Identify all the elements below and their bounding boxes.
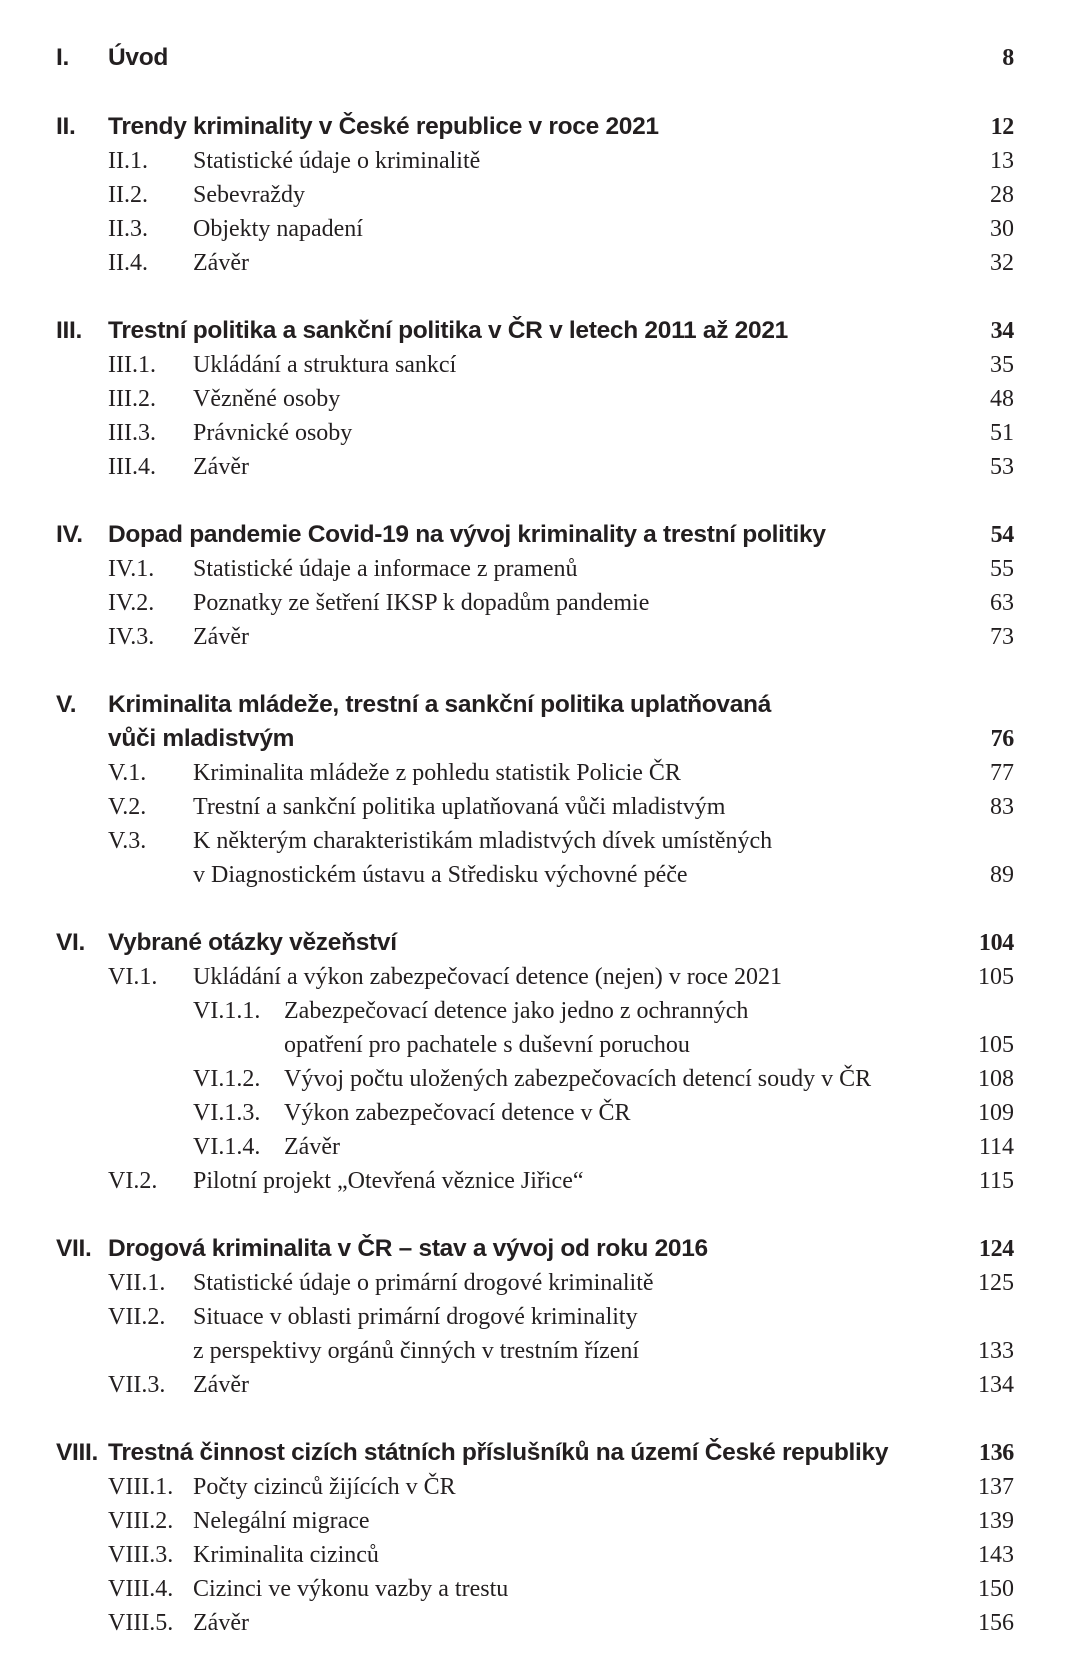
entry-page-number: 134: [978, 1372, 1014, 1398]
entry-number: V.2.: [108, 794, 147, 820]
entry-title: Závěr: [193, 454, 249, 480]
toc-section-entry[interactable]: [0, 1504, 1076, 1538]
entry-number: V.1.: [108, 760, 147, 786]
entry-title: K některým charakteristikám mladistvých dívek umístěných: [193, 828, 773, 854]
toc-section-entry[interactable]: [0, 960, 1076, 994]
entry-title: Kriminalita cizinců: [193, 1542, 379, 1568]
entry-page-number: 28: [990, 182, 1014, 208]
toc-section-entry[interactable]: [0, 246, 1076, 280]
entry-title: z perspektivy orgánů činných v trestním řízení: [193, 1338, 640, 1364]
toc-section-entry[interactable]: [0, 552, 1076, 586]
entry-number: VI.1.4.: [193, 1134, 261, 1160]
entry-page-number: 115: [978, 1168, 1014, 1194]
entry-page-number: 150: [978, 1576, 1014, 1602]
entry-title: Výkon zabezpečovací detence v ČR: [284, 1100, 631, 1126]
entry-title: Poznatky ze šetření IKSP k dopadům pandemie: [193, 590, 650, 616]
entry-number: III.: [56, 317, 83, 344]
entry-number: IV.2.: [108, 590, 155, 616]
toc-chapter-entry[interactable]: [0, 518, 1076, 552]
entry-title: Závěr: [193, 1372, 249, 1398]
entry-page-number: 12: [990, 114, 1014, 140]
entry-title: Trestní a sankční politika uplatňovaná vůči mladistvým: [193, 794, 726, 820]
toc-section-entry[interactable]: [0, 450, 1076, 484]
entry-number: III.1.: [108, 352, 156, 378]
entry-title: Ukládání a výkon zabezpečovací detence (nejen) v roce 2021: [193, 964, 783, 990]
entry-page-number: 114: [978, 1134, 1014, 1160]
entry-title: Drogová kriminalita v ČR – stav a vývoj od roku 2016: [108, 1235, 708, 1262]
entry-number: VI.1.3.: [193, 1100, 261, 1126]
entry-number: III.2.: [108, 386, 156, 412]
entry-title: Právnické osoby: [193, 420, 353, 446]
entry-title: Situace v oblasti primární drogové kriminality: [193, 1304, 638, 1330]
entry-page-number: 133: [978, 1338, 1014, 1364]
entry-number: VII.3.: [108, 1372, 166, 1398]
toc-section-entry[interactable]: [0, 858, 1076, 892]
toc-section-entry[interactable]: [0, 1572, 1076, 1606]
toc-section-entry[interactable]: [0, 212, 1076, 246]
entry-number: VIII.2.: [108, 1508, 174, 1534]
toc-section-entry[interactable]: [0, 1606, 1076, 1640]
entry-number: III.4.: [108, 454, 156, 480]
entry-number: VIII.: [56, 1439, 99, 1466]
entry-page-number: 156: [978, 1610, 1014, 1636]
toc-chapter-entry[interactable]: [0, 1232, 1076, 1266]
entry-page-number: 34: [990, 318, 1014, 344]
entry-number: V.: [56, 691, 77, 718]
toc-section-entry[interactable]: [0, 620, 1076, 654]
entry-page-number: 105: [978, 1032, 1014, 1058]
entry-title: Dopad pandemie Covid-19 na vývoj kriminality a trestní politiky: [108, 521, 826, 548]
entry-page-number: 105: [978, 964, 1014, 990]
toc-section-entry[interactable]: [0, 1130, 1076, 1164]
toc-section-entry[interactable]: [0, 1164, 1076, 1198]
entry-title: Úvod: [108, 44, 169, 71]
toc-section-entry[interactable]: [0, 586, 1076, 620]
entry-page-number: 143: [978, 1542, 1014, 1568]
entry-title: Kriminalita mládeže, trestní a sankční politika uplatňovaná: [108, 691, 772, 718]
toc-chapter-entry[interactable]: [0, 926, 1076, 960]
entry-page-number: 137: [978, 1474, 1014, 1500]
toc-section-entry[interactable]: [0, 994, 1076, 1028]
entry-title: opatření pro pachatele s duševní poruchou: [284, 1032, 690, 1058]
toc-chapter-entry[interactable]: [0, 688, 1076, 722]
entry-page-number: 124: [978, 1236, 1014, 1262]
entry-page-number: 55: [990, 556, 1014, 582]
toc-section-entry[interactable]: [0, 1470, 1076, 1504]
entry-title: Objekty napadení: [193, 216, 363, 242]
entry-number: VIII.4.: [108, 1576, 174, 1602]
entry-number: VII.1.: [108, 1270, 166, 1296]
entry-number: VIII.3.: [108, 1542, 174, 1568]
entry-title: Trestná činnost cizích státních příslušníků na území České republiky: [108, 1439, 889, 1466]
entry-page-number: 51: [990, 420, 1014, 446]
entry-number: II.4.: [108, 250, 148, 276]
entry-page-number: 8: [1002, 45, 1014, 71]
entry-page-number: 76: [990, 726, 1014, 752]
entry-page-number: 35: [990, 352, 1014, 378]
entry-page-number: 77: [990, 760, 1014, 786]
entry-page-number: 63: [990, 590, 1014, 616]
entry-title: Závěr: [284, 1134, 340, 1160]
entry-number: VI.2.: [108, 1168, 158, 1194]
entry-number: II.3.: [108, 216, 148, 242]
entry-page-number: 108: [978, 1066, 1014, 1092]
entry-number: VIII.1.: [108, 1474, 174, 1500]
entry-title: Závěr: [193, 624, 249, 650]
entry-number: VII.: [56, 1235, 92, 1262]
entry-page-number: 30: [990, 216, 1014, 242]
entry-number: II.1.: [108, 148, 148, 174]
toc-section-entry[interactable]: [0, 1062, 1076, 1096]
entry-page-number: 139: [978, 1508, 1014, 1534]
entry-title: Vybrané otázky vězeňství: [108, 929, 397, 956]
entry-number: IV.: [56, 521, 83, 548]
entry-title: Ukládání a struktura sankcí: [193, 352, 457, 378]
entry-number: IV.1.: [108, 556, 155, 582]
toc-section-entry[interactable]: [0, 1266, 1076, 1300]
toc-chapter-entry[interactable]: [0, 314, 1076, 348]
toc-chapter-entry[interactable]: [0, 110, 1076, 144]
toc-section-entry[interactable]: [0, 1368, 1076, 1402]
entry-number: VIII.5.: [108, 1610, 174, 1636]
entry-title: Sebevraždy: [193, 182, 305, 208]
entry-page-number: 13: [990, 148, 1014, 174]
entry-number: III.3.: [108, 420, 156, 446]
toc-chapter-entry[interactable]: [0, 722, 1076, 756]
entry-title: Statistické údaje o kriminalitě: [193, 148, 481, 174]
entry-number: VI.1.1.: [193, 998, 261, 1024]
entry-title: Pilotní projekt „Otevřená věznice Jiřice“: [193, 1168, 584, 1194]
entry-number: VI.1.: [108, 964, 158, 990]
entry-title: Závěr: [193, 250, 249, 276]
entry-title: Nelegální migrace: [193, 1508, 370, 1534]
toc-section-entry[interactable]: [0, 1300, 1076, 1334]
entry-page-number: 104: [978, 930, 1014, 956]
entry-title: Cizinci ve výkonu vazby a trestu: [193, 1576, 509, 1602]
toc-section-entry[interactable]: [0, 144, 1076, 178]
entry-title: Trestní politika a sankční politika v ČR v letech 2011 až 2021: [108, 317, 788, 344]
entry-title: vůči mladistvým: [108, 725, 295, 752]
entry-number: VII.2.: [108, 1304, 166, 1330]
toc-section-entry[interactable]: [0, 1334, 1076, 1368]
entry-page-number: 32: [990, 250, 1014, 276]
entry-page-number: 89: [990, 862, 1014, 888]
entry-page-number: 48: [990, 386, 1014, 412]
entry-page-number: 136: [978, 1440, 1014, 1466]
toc-section-entry[interactable]: [0, 790, 1076, 824]
toc-chapter-entry[interactable]: [0, 41, 1076, 75]
toc-section-entry[interactable]: [0, 382, 1076, 416]
entry-page-number: 53: [990, 454, 1014, 480]
toc-section-entry[interactable]: [0, 756, 1076, 790]
entry-number: VI.1.2.: [193, 1066, 261, 1092]
entry-title: Závěr: [193, 1610, 249, 1636]
entry-number: I.: [56, 44, 70, 71]
toc-section-entry[interactable]: [0, 1096, 1076, 1130]
entry-page-number: 73: [990, 624, 1014, 650]
entry-title: Statistické údaje o primární drogové kriminalitě: [193, 1270, 654, 1296]
entry-page-number: 109: [978, 1100, 1014, 1126]
toc-chapter-entry[interactable]: [0, 1436, 1076, 1470]
entry-title: Zabezpečovací detence jako jedno z ochranných: [284, 998, 749, 1024]
entry-title: Statistické údaje a informace z pramenů: [193, 556, 578, 582]
entry-title: Trendy kriminality v České republice v roce 2021: [108, 113, 659, 140]
entry-number: II.2.: [108, 182, 148, 208]
entry-title: v Diagnostickém ústavu a Středisku výchovné péče: [193, 862, 688, 888]
toc-section-entry[interactable]: [0, 348, 1076, 382]
entry-number: V.3.: [108, 828, 147, 854]
toc-section-entry[interactable]: [0, 1028, 1076, 1062]
entry-title: Počty cizinců žijících v ČR: [193, 1474, 456, 1500]
entry-title: Vývoj počtu uložených zabezpečovacích detencí soudy v ČR: [284, 1066, 872, 1092]
toc-section-entry[interactable]: [0, 824, 1076, 858]
entry-number: II.: [56, 113, 76, 140]
toc-section-entry[interactable]: [0, 416, 1076, 450]
entry-title: Vězněné osoby: [193, 386, 341, 412]
entry-number: VI.: [56, 929, 86, 956]
toc-section-entry[interactable]: [0, 1538, 1076, 1572]
entry-number: IV.3.: [108, 624, 155, 650]
toc-section-entry[interactable]: [0, 178, 1076, 212]
entry-page-number: 125: [978, 1270, 1014, 1296]
entry-page-number: 83: [990, 794, 1014, 820]
entry-page-number: 54: [990, 522, 1014, 548]
entry-title: Kriminalita mládeže z pohledu statistik Policie ČR: [193, 760, 681, 786]
